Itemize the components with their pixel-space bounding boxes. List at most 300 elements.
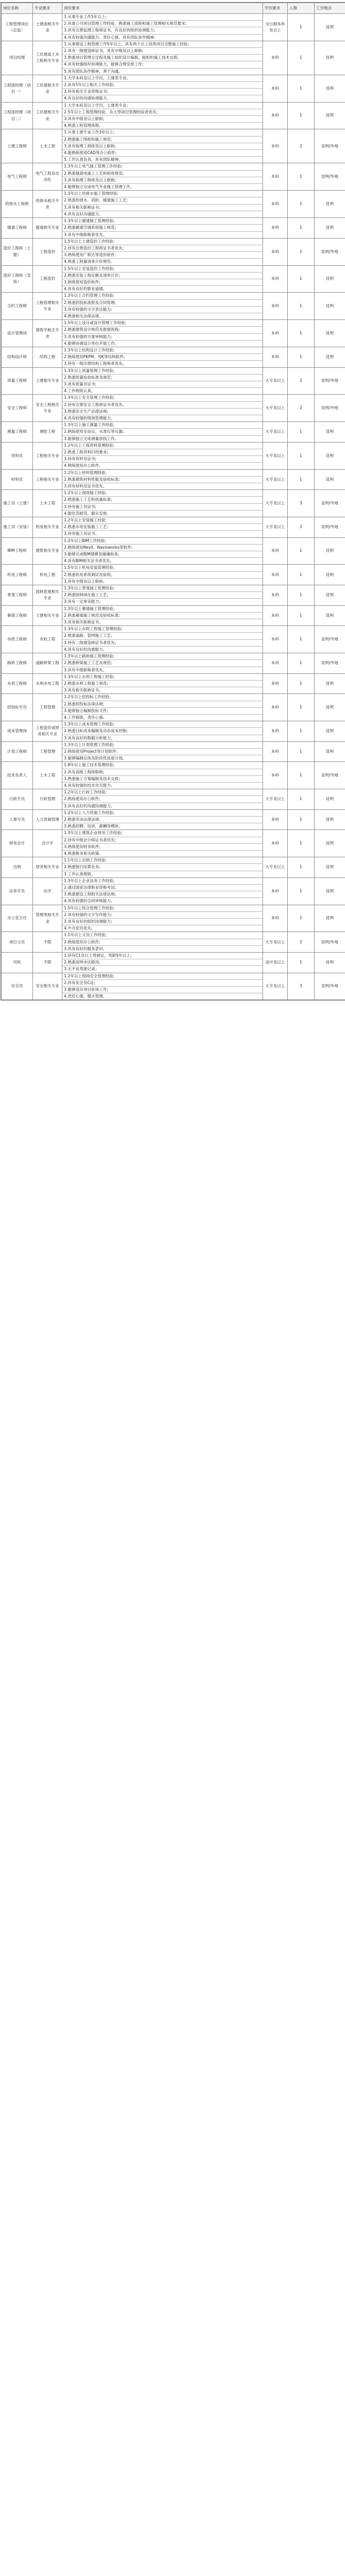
table-row [2,490,345,517]
requirement-line: 4.责任心强，服从管理。 [64,994,107,999]
requirement-line: 3.具有良好的组织协调能力; [62,919,262,925]
location-cell: 昆明 [315,442,345,469]
requirement-line: 3.持有二级建造师证书者优先; [62,640,262,647]
requirement-line: 1.大学本科及以上学历，土建类专业; [62,103,262,109]
requirement-line: 2.熟悉安装工程定额及清单计价; [62,273,262,279]
count-cell: 1 [288,442,315,469]
requirement-line: 3.具有良好的沟通协调能力。 [64,803,115,808]
requirement-line: 1.5年以上综合管理工作经验; [62,905,262,912]
requirement-line: 3.具有相关职称证书; [62,205,262,211]
requirement-line: 3.具有助理工程师及以上职称; [62,143,262,150]
position-cell: 资料员 [2,442,33,469]
education-cell: 本科 [263,218,288,239]
requirement-line: 3.熟悉建设工程相关法律法规; [62,891,262,898]
requirements-cell [62,191,263,218]
requirement-line: 2.熟悉工程资料归档要求; [62,449,262,456]
table-row [2,973,345,1000]
requirement-line: 3.具有助理工程师及以上职称; [62,177,262,184]
major-cell: 给排水相关专业 [33,191,62,218]
count-cell: 1 [288,469,315,490]
job-requirements-table [1,3,345,1000]
requirement-line: 2.持有安全员C证; [62,980,262,987]
requirements-cell [62,605,263,626]
table-row [2,238,345,265]
location-cell: 昆明 [315,14,345,41]
requirement-line: 3.具有一定审美能力。 [64,599,103,604]
table-row [2,605,345,626]
requirement-line: 4.工作细致，责任心强。 [64,715,107,720]
requirement-line: 2.持有注册安全工程师证书者优先; [62,402,262,409]
major-cell: 水利水电工程 [33,673,62,694]
count-cell: 1 [288,877,315,905]
position-cell: 工程部经理（项目一） [2,75,33,102]
education-cell: 本科 [263,653,288,674]
requirement-line: 1.1年以上文员工作经验; [62,932,262,939]
requirement-line: 3.熟悉安全生产法律法规; [62,409,262,415]
major-cell: 建筑相关专业 [33,537,62,565]
position-cell: 给排水工程师 [2,191,33,218]
count-cell: 1 [288,585,315,606]
requirement-line: 2.熟练使用Project等计划软件; [62,749,262,755]
major-cell: 安全工程相关专业 [33,395,62,422]
requirement-line: 1.2年以上现场安全管理经验; [62,973,262,980]
education-cell: 大专及以上 [263,857,288,878]
requirement-line: 4.熟悉工程管理流程。 [64,123,103,128]
table-row [2,585,345,606]
location-cell: 昆明/外地 [315,626,345,653]
major-cell: 工程相关专业 [33,442,62,469]
count-cell: 1 [288,537,315,565]
requirements-cell [62,565,263,585]
requirement-line: 1.大学本科及以上学历，土建类专业; [62,75,262,82]
requirement-line: 3.熟练使用造价软件; [62,279,262,286]
count-cell: 1 [288,809,315,830]
table-body [2,14,345,1000]
requirement-line: 2.熟悉水利工程施工规范; [62,681,262,687]
education-cell: 本科 [263,721,288,742]
requirement-line: 1.5年以上机电安装管理经验; [62,565,262,571]
education-cell: 大专及以上 [263,367,288,395]
education-cell: 本科 [263,238,288,265]
requirement-line: 4.具有良好的职业道德。 [64,286,107,292]
requirement-line: 2.熟悉目标成本编制及动态成本控制; [62,728,262,735]
position-cell: 水利工程师 [2,673,33,694]
education-cell: 本科 [263,129,288,163]
requirements-cell [62,905,263,932]
location-cell: 昆明 [315,320,345,347]
count-cell: 2 [288,517,315,538]
requirement-line: 4.能吃苦耐劳，服从安排。 [64,511,111,516]
requirement-line: 1.3年以上给排水施工管理经验; [62,191,262,197]
position-cell: 财务会计 [2,830,33,857]
table-row [2,857,345,878]
count-cell: 1 [288,694,315,721]
education-cell: 本科 [263,191,288,218]
table-row [2,191,345,218]
requirement-line: 1.2年以上工程资料管理经验; [62,443,262,449]
requirement-line: 1.3年以上暖通施工管理经验; [62,218,262,225]
requirement-line: 4.熟悉税务相关政策。 [64,851,103,856]
requirement-line: 3.持有施工员证书; [62,504,262,511]
requirement-line: 2.熟悉质量验收标准及规范; [62,375,262,381]
table-row [2,565,345,585]
position-cell: 造价工程师（土建） [2,238,33,265]
requirement-line: 4.具有BIM相关证书者优先。 [64,558,114,564]
requirement-line: 2.熟悉昆明市区路况; [62,959,262,966]
count-cell: 1 [288,565,315,585]
requirements-cell [62,14,263,41]
location-cell: 昆明 [315,469,345,490]
requirements-cell [62,741,263,762]
position-cell: 市政工程师 [2,626,33,653]
table-row [2,469,345,490]
requirement-line: 3.持有材料员证书优先。 [64,484,107,489]
position-cell: 景观工程师 [2,585,33,606]
requirements-cell [62,830,263,857]
education-cell: 本科 [263,102,288,129]
education-cell: 本科 [263,809,288,830]
table-row [2,422,345,443]
requirements-cell [62,953,263,973]
location-cell: 昆明 [315,789,345,810]
requirements-cell [62,673,263,694]
requirement-line: 1.3年以上水利工程施工经验; [62,674,262,681]
requirement-line: 4.中共党员优先。 [64,926,95,931]
requirements-cell [62,789,263,810]
education-cell: 本科 [263,320,288,347]
position-cell: 计划工程师 [2,741,33,762]
count-cell: 3 [288,973,315,1000]
table-row [2,102,345,129]
location-cell: 昆明/外地 [315,517,345,538]
location-cell: 昆明 [315,422,345,443]
table-row [2,395,345,422]
location-cell: 昆明 [315,41,345,75]
requirement-line: 2.熟悉暖通空调系统施工规范; [62,225,262,231]
requirement-line: 2.熟练使用PKPM、YJK等结构软件; [62,354,262,361]
requirement-line: 2.具备公司项目管理工作经验，熟悉施工流程和施工管理相关规范要求; [62,21,262,27]
count-cell: 2 [288,367,315,395]
location-cell: 昆明 [315,741,345,762]
requirement-line: 4.具有较强的合同审核能力。 [64,899,115,904]
location-cell: 昆明/外地 [315,395,345,422]
location-cell: 昆明/外地 [315,163,345,191]
requirements-cell [62,75,263,102]
table-row [2,809,345,830]
table-row [2,129,345,163]
table-row [2,537,345,565]
table-row [2,163,345,191]
requirements-cell [62,347,263,367]
education-cell: 本科 [263,347,288,367]
position-cell: 出纳 [2,857,33,878]
location-cell: 昆明/外地 [315,129,345,163]
major-cell: 测绘工程 [33,422,62,443]
position-cell: 合约工程师 [2,293,33,320]
location-cell: 昆明 [315,585,345,606]
requirement-line: 3.具有中级及以上职称; [62,116,262,123]
position-cell: 暖通工程师 [2,218,33,239]
major-cell: 土木工程 [33,129,62,163]
education-cell: 本科 [263,265,288,293]
requirement-line: 2.熟悉建筑材料性能及验收标准; [62,477,262,483]
major-cell: 土木工程 [33,762,62,789]
header-major: 专业要求 [33,3,62,14]
table-row [2,789,345,810]
major-cell: 安全相关专业 [33,973,62,1000]
requirement-line: 1.3年以上景观施工管理经验; [62,585,262,592]
count-cell: 1 [288,762,315,789]
location-cell: 昆明 [315,694,345,721]
major-cell: 行政管理 [33,789,62,810]
table-row [2,741,345,762]
requirement-line: 1.持有C1及以上驾驶证，驾龄5年以上; [62,953,262,959]
requirement-line: 1.2年以上招投标工作经验; [62,694,262,701]
requirements-cell [62,490,263,517]
major-cell: 建筑学相关专业 [33,320,62,347]
major-cell: 土建相关专业 [33,605,62,626]
location-cell: 昆明 [315,877,345,905]
count-cell: 1 [288,605,315,626]
requirement-line: 2.熟悉道路、管网施工工艺; [62,633,262,639]
position-cell: 造价工程师（安装） [2,265,33,293]
education-cell: 本科 [263,762,288,789]
major-cell: 不限 [33,953,62,973]
requirement-line: 1.2年以上安装施工经验; [62,517,262,524]
location-cell: 昆明/外地 [315,973,345,1000]
count-cell: 1 [288,857,315,878]
major-cell: 机电工程 [33,565,62,585]
table-row [2,830,345,857]
major-cell: 暖通相关专业 [33,218,62,239]
requirements-cell [62,395,263,422]
requirement-line: 2.具有较强的文字写作能力; [62,912,262,919]
requirement-line: 2.熟练使用全站仪、水准仪等仪器; [62,429,262,435]
requirement-line: 1.3年以上企业法务工作经验; [62,878,262,885]
table-row [2,347,345,367]
requirement-line: 4.具有较强组织协调能力，能够合理安排工作; [62,61,262,68]
major-cell: 法学 [33,877,62,905]
position-cell: 人事专员 [2,809,33,830]
requirement-line: 3.具有较强的文字表达能力; [62,307,262,313]
position-cell: 司机 [2,953,33,973]
requirement-line: 1.3年以上计划管理工作经验; [62,742,262,749]
location-cell: 昆明 [315,905,345,932]
requirement-line: 2.具有一级建造师证书，具有中级及以上职称; [62,48,262,55]
major-cell: 工程管理 [33,694,62,721]
requirements-cell [62,163,263,191]
header-requirements: 岗位要求 [62,3,263,14]
location-cell: 昆明 [315,102,345,129]
education-cell: 本科 [263,626,288,653]
education-cell: 大专及以上 [263,442,288,469]
requirement-line: 5.具有团队协作精神，善于沟通。 [64,69,123,74]
requirements-cell [62,367,263,395]
table-row [2,218,345,239]
requirement-line: 4.熟练使用办公软件。 [64,463,103,468]
major-cell: 园林景观相关专业 [33,585,62,606]
major-cell: 工民建或土木工程相关专业 [33,41,62,75]
table-row [2,905,345,932]
location-cell: 昆明 [315,218,345,239]
count-cell: 1 [288,905,315,932]
requirement-line: 3.具有中级职称者优先。 [64,232,107,237]
requirement-line: 4.能熟练使用CAD等办公软件; [62,150,262,157]
table-row [2,367,345,395]
position-cell: 工程管理岗位（总监） [2,14,33,41]
requirement-line: 2.持有中级会计师证书者优先; [62,837,262,844]
requirement-line: 3.能够完成BIM建模及碰撞检查; [62,551,262,558]
requirement-line: 2.具有5年以上相关工作经验; [62,82,262,89]
education-cell: 高中及以上 [263,953,288,973]
count-cell: 1 [288,830,315,857]
count-cell: 1 [288,789,315,810]
education-cell: 大专及以上 [263,490,288,517]
education-cell: 大专及以上 [263,932,288,953]
table-row [2,320,345,347]
position-cell: 材料员 [2,469,33,490]
major-cell: 土木工程 [33,490,62,517]
requirements-cell [62,442,263,469]
requirement-line: 1.3年以上电气施工管理工作经验; [62,163,262,170]
requirement-line: 1.从事建设工程管理工作5年以上，具有两个以上同类项目完整施工经验; [62,41,262,48]
requirement-line: 2.熟悉施工工艺和质量标准; [62,497,262,503]
table-row [2,721,345,742]
position-cell: 幕墙工程师 [2,605,33,626]
count-cell: 1 [288,163,315,191]
requirement-line: 1.2年以上现场施工经验; [62,490,262,497]
count-cell: 1 [288,218,315,239]
table-row [2,265,345,293]
requirements-cell [62,694,263,721]
requirement-line: 3.具有较强的方案审核能力; [62,334,262,341]
table-row [2,75,345,102]
table-row [2,762,345,789]
requirement-line: 3.熟悉施工方案编制及技术交底; [62,776,262,783]
requirement-line: 4.能够协调设计单位开展工作。 [64,341,119,346]
position-cell: 机电工程师 [2,565,33,585]
position-cell: 技术负责人 [2,762,33,789]
position-cell: 招投标专员 [2,694,33,721]
requirement-line: 3.持有资料员证书; [62,456,262,463]
education-cell: 本科 [263,741,288,762]
header-education: 学历要求 [263,3,288,14]
requirements-cell [62,932,263,953]
major-cell: 工民建相关专业 [33,102,62,129]
table-header-row [2,3,345,14]
requirement-line: 3.无不良驾驶记录。 [64,967,99,972]
requirements-cell [62,721,263,742]
location-cell: 昆明/外地 [315,932,345,953]
requirement-line: 2.熟悉施工图纸和施工规范; [62,137,262,143]
major-cell: 工程造价或财务相关专业 [33,721,62,742]
table-row [2,517,345,538]
requirement-line: 4.具有较强的技术攻关能力。 [64,783,115,788]
location-cell: 昆明 [315,537,345,565]
requirement-line: 1.1年以上出纳工作经验; [62,857,262,864]
education-cell: 大专及以上 [263,789,288,810]
education-cell: 本科 [263,673,288,694]
requirement-line: 3.工作认真细致。 [64,871,95,876]
education-cell: 大专及以上 [263,422,288,443]
requirement-line: 1.3年以上幕墙施工管理经验; [62,606,262,613]
requirement-line: 1.8年以上施工技术管理经验; [62,762,262,769]
location-cell: 昆明 [315,809,345,830]
count-cell: 1 [288,293,315,320]
education-cell: 本科 [263,565,288,585]
requirement-line: 2.熟悉强弱电施工工艺和验收规范; [62,171,262,177]
requirements-cell [62,537,263,565]
header-count: 人数 [288,3,315,14]
education-cell: 本科 [263,293,288,320]
requirement-line: 3.持有施工员证书。 [64,531,99,536]
requirements-cell [62,422,263,443]
location-cell: 昆明 [315,265,345,293]
location-cell: 昆明 [315,857,345,878]
requirement-line: 3.具有注册监理工程师证书，有良好的组织协调能力; [62,27,262,34]
requirement-line: 1.5年以上安装造价工作经验; [62,266,262,273]
requirement-line: 3.具有相关职称证书。 [64,688,103,693]
major-cell: 土建或相关专业 [33,14,62,41]
count-cell: 1 [288,238,315,265]
education-cell: 本科 [263,75,288,102]
requirement-line: 2.熟悉银行结算业务; [62,864,262,871]
requirements-cell [62,653,263,674]
location-cell: 昆明 [315,75,345,102]
position-cell: 安全员 [2,973,33,1000]
requirement-line: 2.熟悉建筑设计规范及报建流程; [62,327,262,333]
education-cell: 本科 [263,163,288,191]
table-row [2,877,345,905]
position-cell: 成本管理岗 [2,721,33,742]
requirement-line: 2.熟悉劳动法律法规; [62,817,262,823]
requirement-line: 4.熟悉相关法律法规。 [64,313,103,318]
requirements-cell [62,877,263,905]
requirements-cell [62,102,263,129]
table-row [2,653,345,674]
requirement-line: 1.从事专业工作5年以上; [62,14,262,21]
position-cell: 办公室主任 [2,905,33,932]
count-cell: 1 [288,953,315,973]
requirement-line: 1.2年以上BIM工作经验; [62,538,262,545]
count-cell: 1 [288,75,315,102]
position-cell: 路桥工程师 [2,653,33,674]
requirement-line: 1.2年以上材料管理经验; [62,470,262,477]
education-cell: 本科 [263,877,288,905]
major-cell: 市政工程 [33,626,62,653]
requirement-line: 3.具有良好的服务意识。 [64,946,107,951]
education-cell: 本科 [263,694,288,721]
education-cell: 大专及以上 [263,395,288,422]
count-cell: 1 [288,741,315,762]
position-cell: 结构设计师 [2,347,33,367]
count-cell: 1 [288,191,315,218]
table-row [2,293,345,320]
requirement-line: 1.3年以上市政工程施工管理经验; [62,626,262,633]
requirement-line: 1.3年以上合约管理工作经验; [62,293,262,299]
requirement-line: 1.从事土建专业工作3年以上; [62,129,262,136]
education-cell: 本科 [263,830,288,857]
table-row [2,694,345,721]
count-cell: 1 [288,422,315,443]
requirement-line: 2.5年以上工程管理经验，有大型项目管理经验者优先; [62,109,262,116]
header-position: 岗位名称 [2,3,33,14]
requirements-cell [62,857,263,878]
requirement-line: 2.熟悉机电系统调试及验收; [62,572,262,579]
requirement-line: 1.2年以上人力资源工作经验; [62,810,262,817]
education-cell: 大专及以上 [263,469,288,490]
major-cell: 结构工程 [33,347,62,367]
